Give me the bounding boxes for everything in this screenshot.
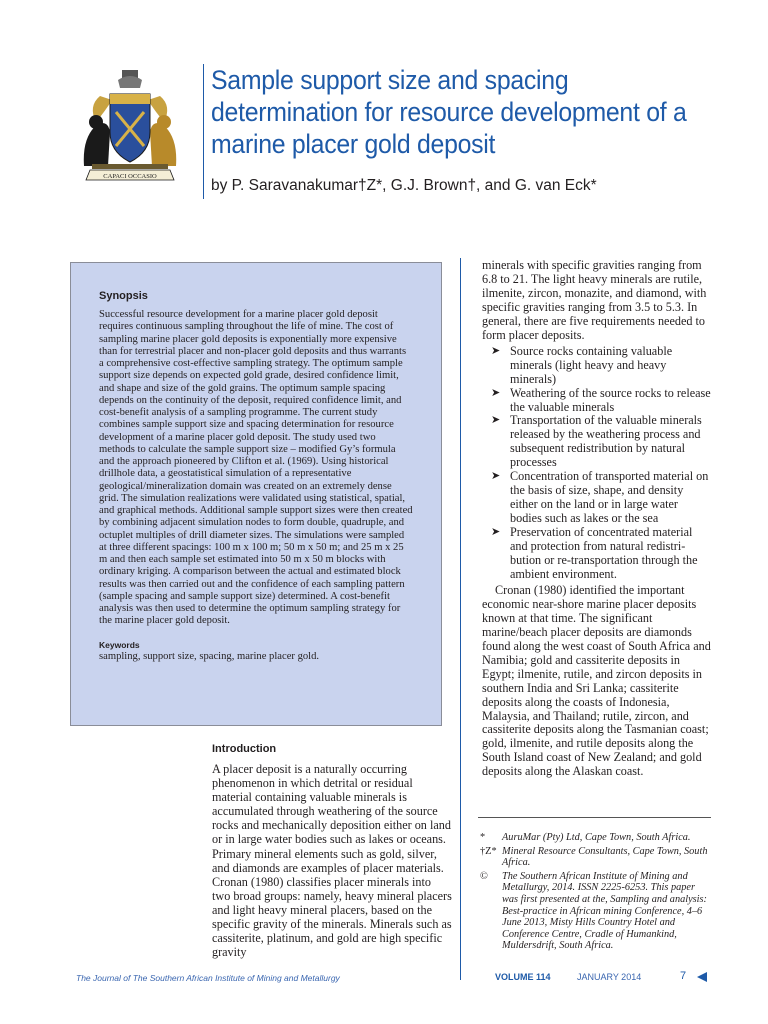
list-item	[482, 387, 712, 415]
synopsis-heading: Synopsis	[99, 290, 148, 302]
article-authors: by P. Saravanakumar†Z*, G.J. Brown†, and G. van Eck*	[211, 177, 597, 194]
arrow-bullet-icon: ➤	[491, 414, 501, 427]
right-column-lead: minerals with specific gravities ranging from 6.8 to 21. The light heavy minerals are rutile, ilmenite, zircon, monazite, and diamond, with specific gravities ranging from 3.5 to 5.3. In general, there are five requirements needed to form placer deposits.	[482, 258, 707, 342]
article-title: Sample support size and spacing determination for resource development of a marine placer gold deposit	[211, 65, 687, 159]
arrow-bullet-icon: ➤	[491, 526, 501, 539]
list-item-text: Source rocks containing valuable minerals (light heavy and heavy minerals)	[510, 343, 673, 386]
list-item	[482, 526, 712, 582]
list-item-text: Concentration of transported material on the basis of size, shape, and density either on the land or in large water bodies such as lakes or the sea	[510, 469, 709, 526]
arrow-bullet-icon: ➤	[491, 470, 501, 483]
footer-date: JANUARY 2014	[577, 972, 642, 982]
synopsis-box	[70, 262, 442, 726]
footnote-mark: †Z*	[480, 845, 497, 857]
cronan-paragraph: Cronan (1980) identified the important economic near-shore marine placer deposits known at that time. The significant marine/beach placer deposits are diamonds found along the west coast of South Africa and Namibia; gold and cassiterite deposits in Egypt; ilmenite, rutile, and zircon deposits in southern India and Sri Lanka; cassiterite deposits along the coasts of Indonesia, Malaysia, and Thailand; rutile, zircon, and cassiterite deposits along the Tasmanian coast; gold, ilmenite, and rutile deposits along the South Island coast of New Zealand; and gold deposits along the Alaskan coast.	[482, 582, 711, 779]
footnote-mark: *	[480, 832, 486, 843]
page-left-arrow-icon	[696, 971, 708, 983]
footer-journal-name: The Journal of The Southern African Institute of Mining and Metallurgy	[76, 973, 340, 983]
footnote-mark: ©	[480, 870, 488, 882]
list-item	[482, 470, 712, 526]
right-column	[482, 259, 712, 779]
footnote-rule	[478, 817, 711, 818]
introduction-heading: Introduction	[212, 743, 277, 755]
column-rule	[460, 258, 461, 980]
footnote	[480, 846, 712, 869]
list-item	[482, 414, 712, 470]
arrow-bullet-icon: ➤	[491, 344, 501, 357]
requirements-list	[482, 345, 712, 582]
title-rule	[203, 64, 204, 199]
footnote	[480, 832, 712, 844]
synopsis-abstract: Successful resource development for a marine placer gold deposit requires continuous sampling throughout the life of mine. The cost of sampling marine placer gold deposits is exponentially more expensive than for terrestrial placer and non-placer gold deposits and thus warrants a comprehensive cost-effective sampling strategy. The optimum sample support size depends on expected gold grade, desired confidence limit, and shape and size of the gold grains. The optimum sample spacing depends on the continuity of the deposit, required confidence limit, and cost-benefit analysis of a sampling programme. The current study combines sample support size and spacing determination for resource development of a marine placer gold deposit. The study used two methods to calculate the sample support size – modified Gy’s formula and the approach pioneered by Clifton et al. (1969). Using historical drillhole data, a geostatistical simulation of a representative geological/mineralization domain was created on an extremely dense grid. The simulation realizations were validated using statistical, spatial, and graphical methods. Additional sample support sizes were then created by combining adjacent simulation nodes to form double, quadruple, and octuplet multiples of drill diameter sizes. The simulations were sampled at three different spacings: 100 m x 100 m; 50 m x 50 m; and 25 m x 25 m and then each sample set estimated into 50 m x 50 m blocks with ordinary kriging. A comparison between the actual and estimated block results was then carried out and the confidence of each sampling pattern (sample spacing and sample support size) determined. A cost-benefit analysis was then used to determine the optimum sampling strategy for the marine placer gold deposit.	[99, 309, 413, 627]
footnote-text: Mineral Resource Consultants, Cape Town, South Africa.	[502, 845, 708, 869]
crest-motto: CAPACI OCCASIO	[103, 173, 157, 180]
list-item-text: Preservation of concentrated material and protection from natural redistribution or re-transportation through the ambient environment.	[510, 525, 698, 581]
footnote-text: AuruMar (Pty) Ltd, Cape Town, South Africa.	[502, 832, 691, 843]
list-item-text: Weathering of the source rocks to release the valuable minerals	[510, 385, 711, 414]
list-item-text: Transportation of the valuable minerals released by the weathering process and subsequent redistribution by natural processes	[510, 413, 702, 470]
keywords-text: sampling, support size, spacing, marine placer gold.	[99, 650, 320, 662]
list-item	[482, 345, 712, 387]
institute-crest-logo	[78, 66, 182, 186]
footnote	[480, 871, 712, 952]
footnote-text: The Southern African Institute of Mining and Metallurgy, 2014. ISSN 2225-6253. This paper was first presented at the, Sampling and analysis: Best-practice in African mining Conference, 4–6 June 2013, Misty Hills Country Hotel and Conference Centre, Cradle of Humankind, Muldersdrift, South Africa.	[502, 870, 707, 952]
introduction-text: A placer deposit is a naturally occurring phenomenon in which detrital or residual material containing valuable minerals is accumulated through weathering of the source rocks and mechanically deposition either on land or in large water bodies such as lakes or oceans. Primary mineral elements such as gold, silver, and diamonds are examples of placer materials. Cronan (1980) classifies placer minerals into two broad groups: namely, heavy mineral placers and light heavy mineral placers, based on the specific gravity of the minerals. Minerals such as cassiterite, platinum, and gold are high specific gravity	[212, 762, 452, 960]
footer-volume: VOLUME 114	[495, 972, 551, 982]
footer-page-number: 7	[680, 970, 687, 982]
arrow-bullet-icon: ➤	[491, 386, 501, 399]
footnotes	[480, 832, 712, 954]
keywords-heading: Keywords	[99, 639, 140, 650]
